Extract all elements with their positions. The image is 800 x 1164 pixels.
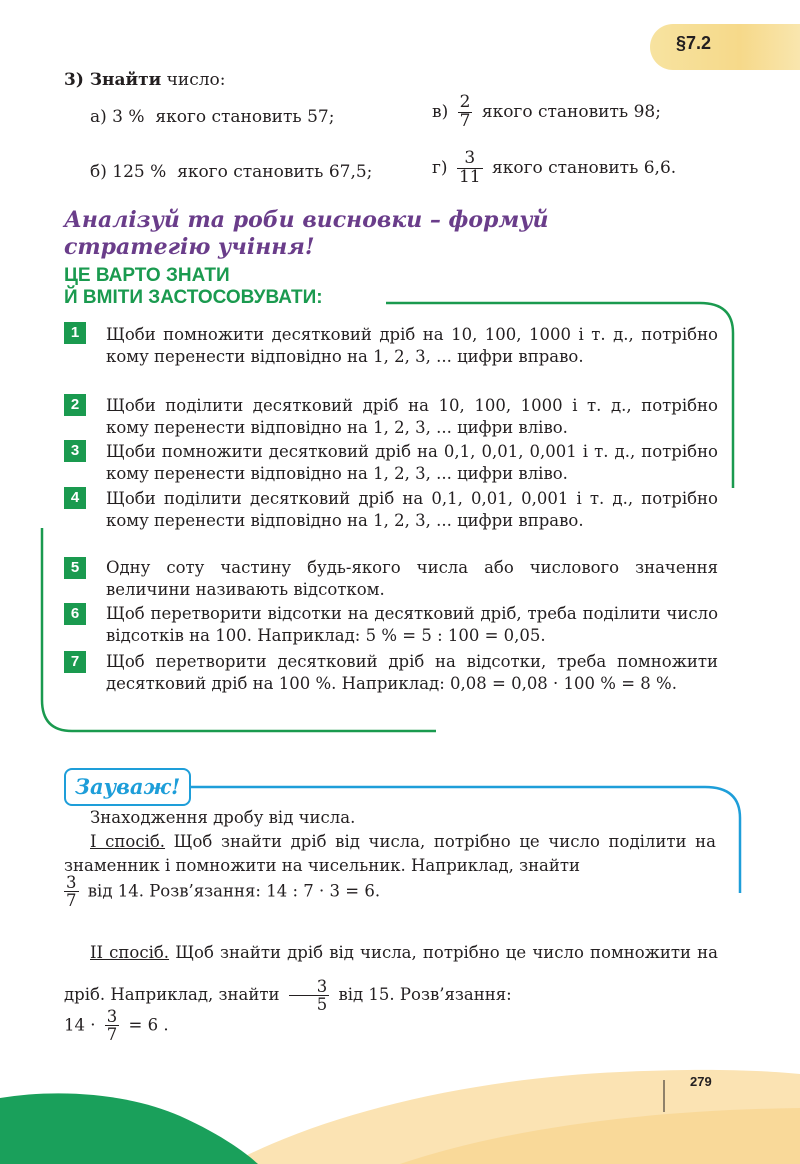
note-method-2-calc-b: = 6 . (128, 1015, 169, 1035)
denominator: 5 (316, 995, 328, 1014)
fraction (457, 150, 483, 187)
know-heading-line2: Й ВМІТИ ЗАСТОСОВУВАТИ: (64, 287, 323, 308)
numerator: 3 (106, 1007, 118, 1026)
task-heading-bold: 3) Знайти (64, 70, 162, 90)
page-number: 279 (690, 1074, 712, 1089)
green-blob (0, 1093, 258, 1164)
task-item-b (90, 162, 372, 182)
rule-badge-3: 3 (64, 440, 86, 462)
denominator: 11 (458, 166, 481, 187)
rule-text-6: Щоб перетворити відсотки на десятковий дріб, треба поділити число відсотків на 100. Наприклад: 5 % = 5 : 100 = 0,05. (106, 604, 718, 645)
numerator: 3 (457, 150, 483, 169)
task-item-g-label: г) (432, 157, 448, 178)
note-method-1-text: Щоб знайти дріб від числа, потрібно це число поділити на знаменник і помножити на чисельник. Наприклад, знайти (64, 832, 716, 875)
numerator: 2 (459, 92, 471, 112)
analysis-heading: Аналізуй та роби висновки – формуй стратегію учіння! (64, 207, 549, 260)
note-method-2-body: Щоб знайти дріб від числа, потрібно це число помножити на дріб. Наприклад, знайти (64, 943, 718, 1004)
rule-badge-4: 4 (64, 487, 86, 509)
note-method-1-label: І спосіб. (90, 832, 166, 851)
denominator: 7 (106, 1025, 118, 1045)
task-item-a (90, 107, 334, 127)
note-method-2-text (64, 932, 718, 1016)
note-method-1-example (60, 874, 380, 910)
note-intro: Знаходження дробу від числа. (90, 808, 356, 827)
task-item-g (432, 150, 676, 187)
rule-badge-5: 5 (64, 557, 86, 579)
note-method-2-tail: від 15. Розв’язання: (338, 985, 512, 1004)
note-method-2-label-inline: ІІ спосіб. (90, 943, 170, 962)
know-heading (64, 265, 323, 309)
note-method-2-calc-a: 14 · (64, 1015, 96, 1035)
note-label: Зауваж! (64, 768, 191, 806)
rule-text-7: Щоб перетворити десятковий дріб на відсотки, треба помножити десятковий дріб на 100 %. Наприклад: 0,08 = 0,08 · 100 % = 8 %. (106, 652, 718, 693)
task-item-a-text: якого становить 57; (155, 107, 335, 127)
task-item-b-label: б) 125 % (90, 162, 167, 182)
rule-text-5: Одну соту частину будь-якого числа або числового значення величини називають відсотком. (106, 558, 718, 599)
fraction (458, 94, 473, 131)
task-item-v-label: в) (432, 101, 449, 122)
rule-text-3: Щоби помножити десятковий дріб на 0,1, 0,01, 0,001 і т. д., потрібно кому перенести відповідно на 1, 2, 3, ... цифри вліво. (106, 442, 718, 483)
rule-text-1: Щоби помножити десятковий дріб на 10, 100, 1000 і т. д., потрібно кому перенести відповідно на 1, 2, 3, ... цифри вправо. (106, 325, 718, 366)
know-heading-line1: ЦЕ ВАРТО ЗНАТИ (64, 265, 230, 286)
denominator: 7 (459, 110, 471, 131)
rule-badge-1: 1 (64, 322, 86, 344)
task-item-a-label: а) 3 % (90, 107, 145, 127)
task-item-v-text: якого становить 98; (481, 101, 661, 122)
numerator: 3 (289, 978, 330, 996)
rule-text-2: Щоби поділити десятковий дріб на 10, 100, 1000 і т. д., потрібно кому перенести відповідно на 1, 2, 3, ... цифри вліво. (106, 396, 718, 437)
numerator: 3 (66, 873, 77, 892)
note-method-1 (64, 830, 716, 878)
task-heading-rest: число: (161, 70, 226, 90)
rule-badge-7: 7 (64, 651, 86, 673)
note-method-2-calc (64, 1008, 169, 1044)
rule-badge-2: 2 (64, 394, 86, 416)
task-item-g-text: якого становить 6,6. (492, 157, 677, 178)
note-method-1-tail: від 14. Розв’язання: 14 : 7 · 3 = 6. (87, 881, 381, 901)
denominator: 7 (66, 891, 77, 911)
rule-text-4: Щоби поділити десятковий дріб на 0,1, 0,01, 0,001 і т. д., потрібно кому перенести відповідно на 1, 2, 3, ... цифри вправо. (106, 489, 718, 530)
section-tab (650, 24, 800, 70)
fraction (64, 874, 79, 910)
fraction (105, 1008, 120, 1044)
section-number: §7.2 (676, 33, 712, 53)
task-heading (64, 70, 226, 90)
task-item-b-text: якого становить 67,5; (177, 162, 373, 182)
fraction (289, 978, 330, 1014)
task-item-v (432, 94, 661, 131)
rule-badge-6: 6 (64, 603, 86, 625)
